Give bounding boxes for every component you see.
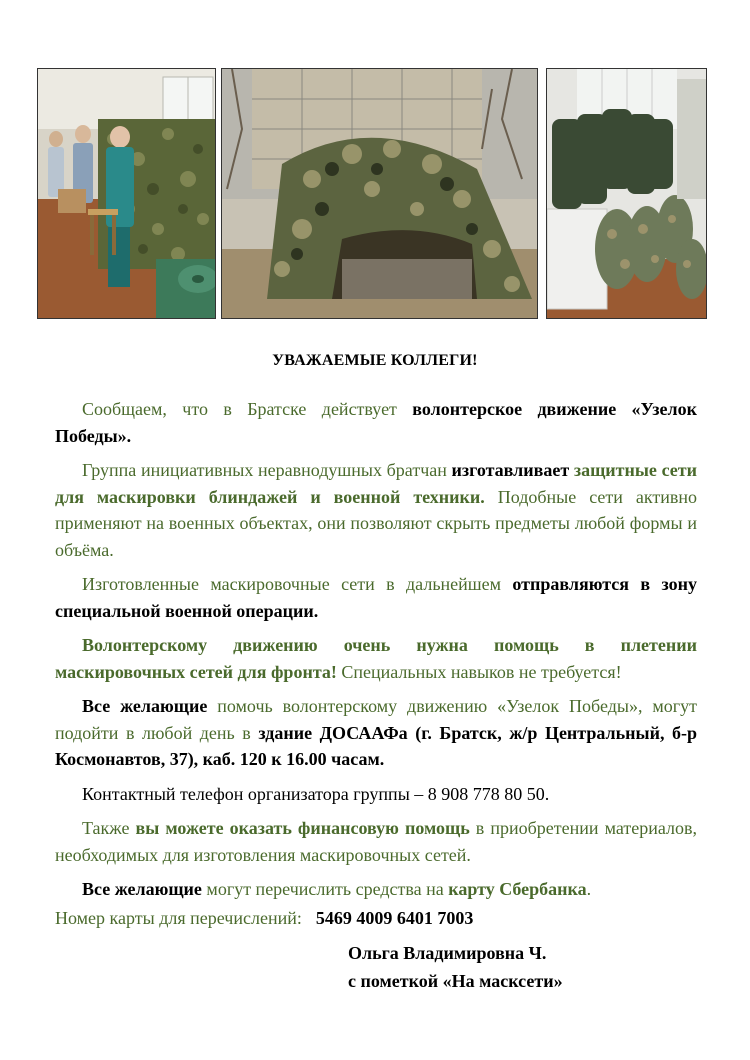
photo-camouflage-net <box>221 68 538 319</box>
photo-volunteers-weaving <box>37 68 216 319</box>
paragraph-contact-phone: Контактный телефон организатора группы – 8 908 778 80 50. <box>82 783 550 804</box>
paragraph-sending: Изготовленные маскировочные сети в дальнейшем отправляются в зону специальной военной операции. <box>55 574 697 621</box>
signature-name: Ольга Владимировна Ч. <box>348 943 547 963</box>
card-number: 5469 4009 6401 7003 <box>315 907 474 928</box>
photo-strip <box>37 68 707 319</box>
paragraph-address: Все желающие помочь волонтерскому движению «Узелок Победы», могут подойти в любой день в здание ДОСААФа (г. Братск, ж/р Центральный, б-р Космонавтов, 37), каб. 120 к 16.00 часам. <box>55 696 698 769</box>
card-number-label: Номер карты для перечислений: <box>55 907 302 928</box>
paragraph-card-transfer: Все желающие могут перечислить средства на карту Сбербанка. <box>82 879 592 899</box>
paragraph-financial-help: Также вы можете оказать финансовую помощь в приобретении материалов, необходимых для изготовления маскировочных сетей. <box>55 818 697 865</box>
signature-block <box>348 939 697 995</box>
signature-note: с пометкой «На масксети» <box>348 971 563 991</box>
volunteers-weaving-icon <box>38 69 215 318</box>
camouflage-net-icon <box>222 69 537 318</box>
card-number-line <box>55 905 697 932</box>
photo-packed-nets <box>546 68 707 319</box>
letter-body <box>55 396 697 995</box>
packed-nets-icon <box>547 69 706 318</box>
paragraph-help-needed: Волонтерскому движению очень нужна помощь в плетении маскировочных сетей для фронта! Специальных навыков не требуется! <box>55 635 697 682</box>
page-title: УВАЖАЕМЫЕ КОЛЛЕГИ! <box>272 352 478 369</box>
paragraph-group: Группа инициативных неравнодушных братчан изготавливает защитные сети для маскировки блиндажей и военной техники. Подобные сети активно применяют на военных объектах, они позволяют скрыть предметы любой формы и объёма. <box>55 460 697 560</box>
paragraph-intro: Сообщаем, что в Братске действует волонтерское движение «Узелок Победы». <box>55 399 697 446</box>
